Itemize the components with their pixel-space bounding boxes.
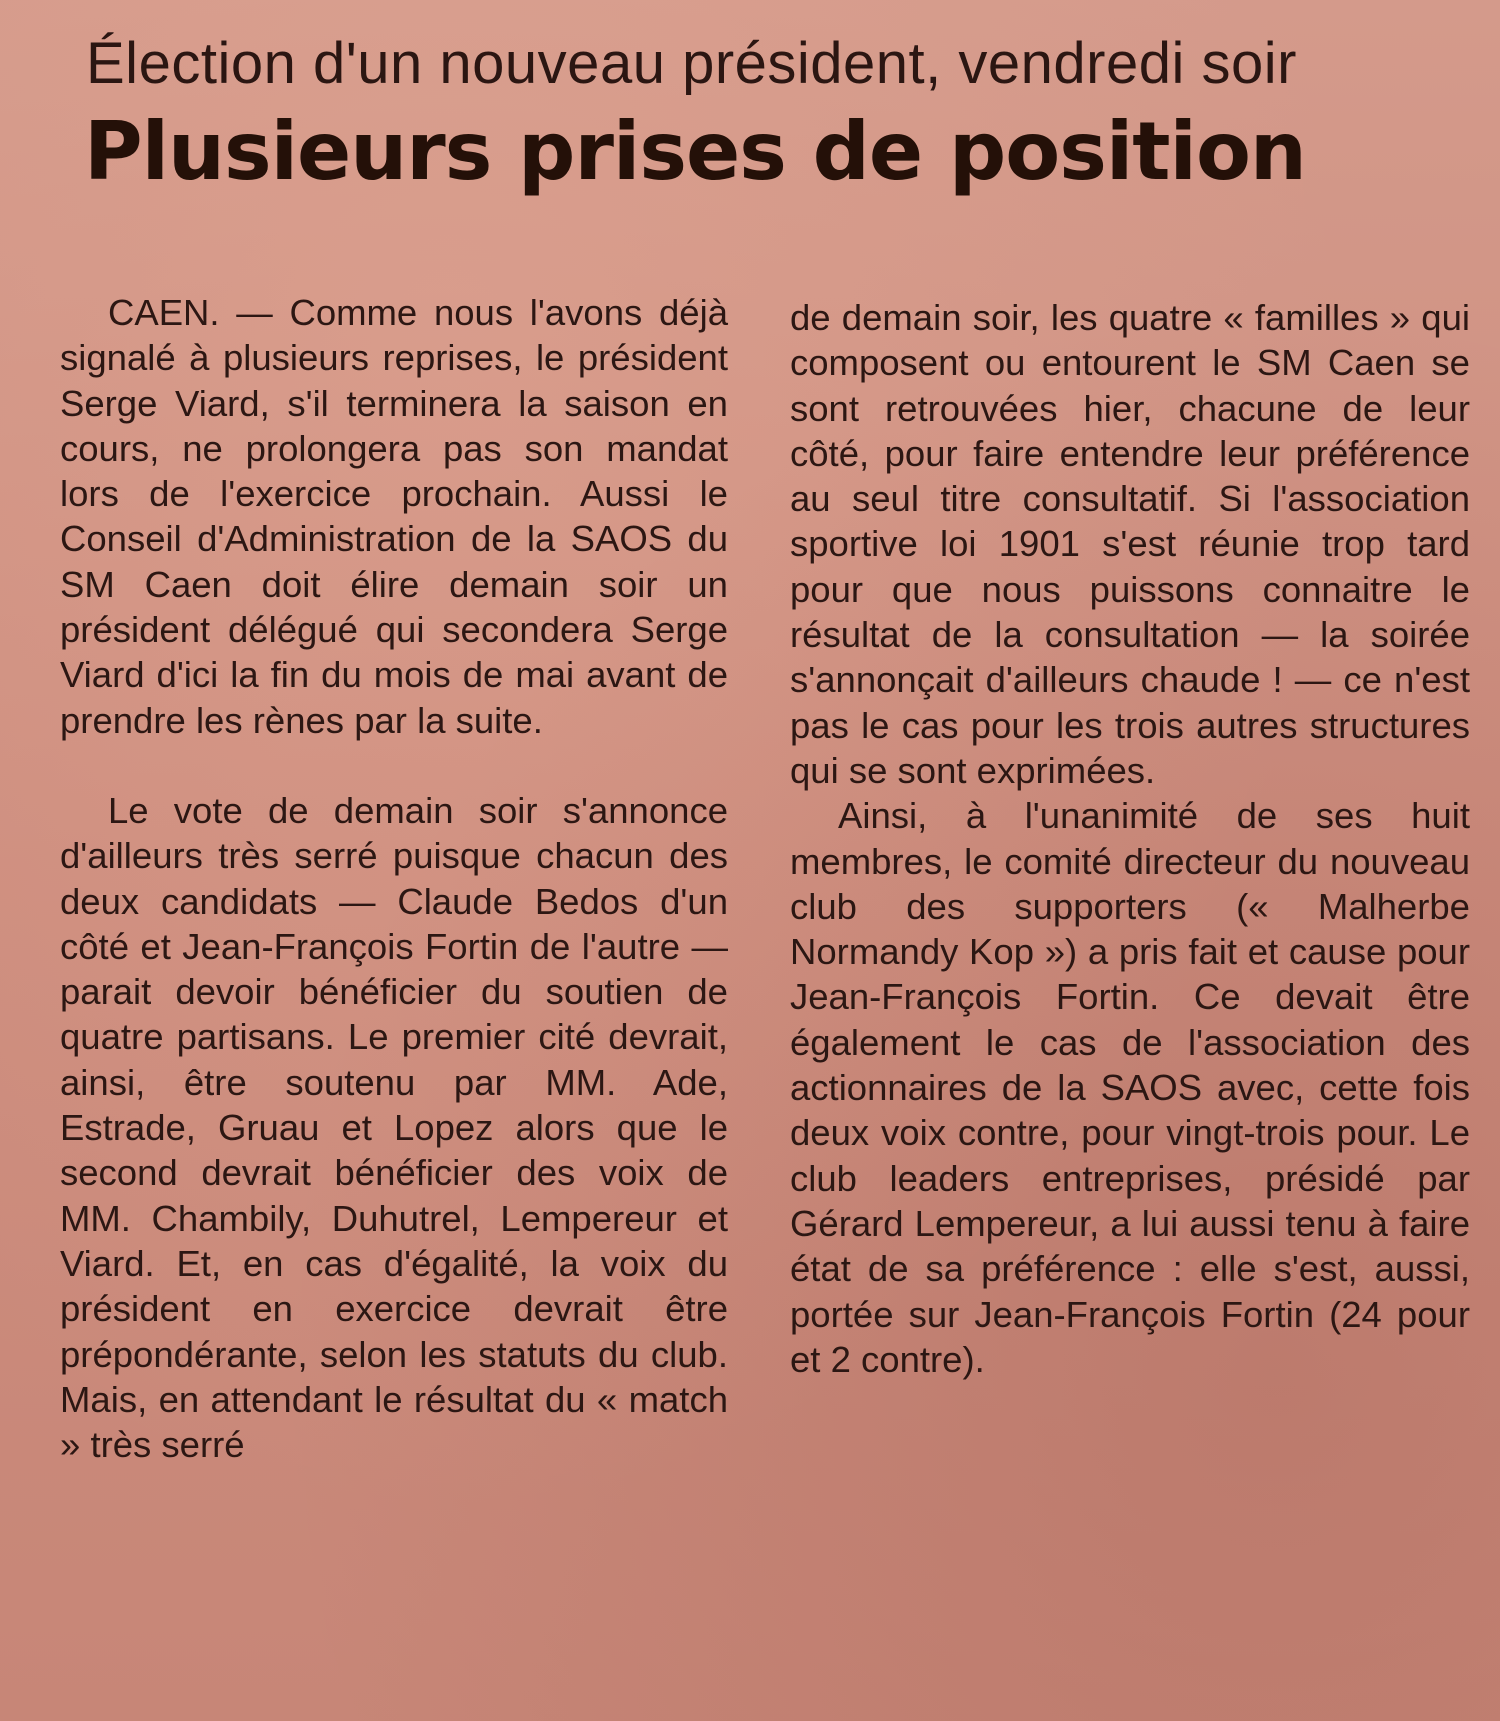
right-paragraph-1: de demain soir, les quatre « familles » qui composent ou entourent le SM Caen se sont retrouvées hier, chacune de leur côté, pour faire entendre leur préférence au seul titre consultatif. Si l'association sportive loi 1901 s'est réunie trop tard pour que nous puissons connaitre le résultat de la consultation — la soirée s'annonçait d'ailleurs chaude ! — ce n'est pas le cas pour les trois autres structures qui se sont exprimées. bbox=[790, 297, 1470, 791]
left-paragraph-2: Le vote de demain soir s'annonce d'ailleurs très serré puisque chacun des deux candidats — Claude Bedos d'un côté et Jean-François Fortin de l'autre — parait devoir bénéficier du soutien de quatre partisans. Le premier cité devrait, ainsi, être soutenu par MM. Ade, Estrade, Gruau et Lopez alors que le second devrait bénéficier des voix de MM. Chambily, Duhutrel, Lempereur et Viard. Et, en cas d'égalité, la voix du président en exercice devrait être prépondérante, selon les statuts du club. Mais, en attendant le résultat du « match » très serré bbox=[60, 789, 728, 1466]
left-paragraph-1: CAEN. — Comme nous l'avons déjà signalé à plusieurs reprises, le président Serge Viard, s'il terminera la saison en cours, ne prolongera pas son mandat lors de l'exercice prochain. Aussi le Conseil d'Administration de la SAOS du SM Caen doit élire demain soir un président délégué qui secondera Serge Viard d'ici la fin du mois de mai avant de prendre les rènes par la suite. bbox=[60, 292, 728, 741]
left-column bbox=[60, 290, 728, 1467]
article-headline: Plusieurs prises de position bbox=[84, 105, 1306, 198]
right-column bbox=[790, 295, 1470, 1382]
right-paragraph-2: Ainsi, à l'unanimité de ses huit membres, le comité directeur du nouveau club des supporters (« Malherbe Normandy Kop ») a pris fait et cause pour Jean-François Fortin. Ce devait être également le cas de l'association des actionnaires de la SAOS avec, cette fois deux voix contre, pour vingt-trois pour. Le club leaders entreprises, présidé par Gérard Lempereur, a lui aussi tenu à faire état de sa préférence : elle s'est, aussi, portée sur Jean-François Fortin (24 pour et 2 contre). bbox=[790, 795, 1470, 1380]
article-kicker: Élection d'un nouveau président, vendredi soir bbox=[86, 31, 1297, 96]
